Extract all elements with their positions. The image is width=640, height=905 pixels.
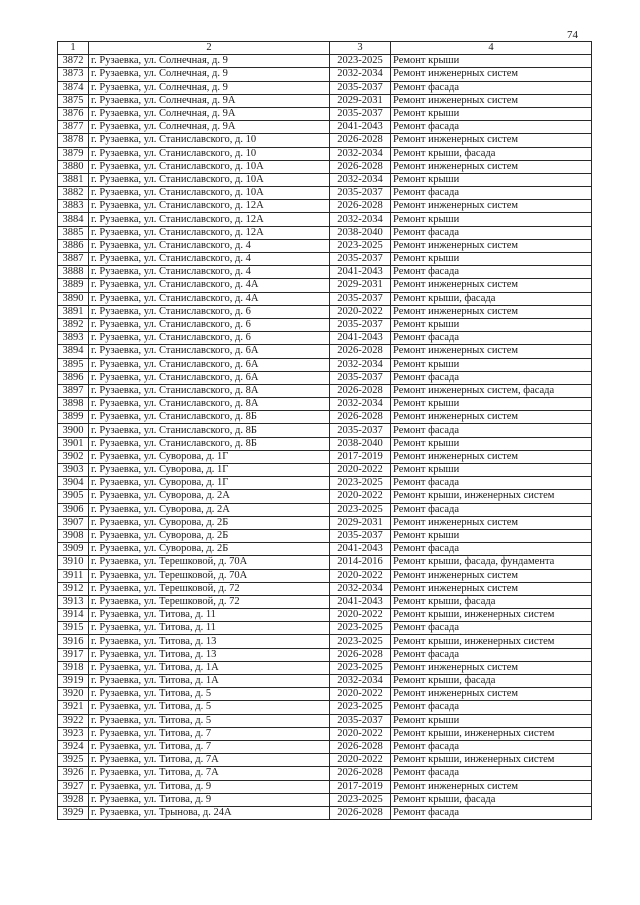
row-number-cell: 3872: [58, 55, 89, 68]
period-cell: 2032-2034: [330, 398, 391, 411]
work-type-cell: Ремонт инженерных систем: [391, 661, 592, 674]
work-type-cell: Ремонт крыши: [391, 107, 592, 120]
work-type-cell: Ремонт фасада: [391, 371, 592, 384]
period-cell: 2032-2034: [330, 147, 391, 160]
row-number-cell: 3920: [58, 688, 89, 701]
row-number-cell: 3906: [58, 503, 89, 516]
period-cell: 2035-2037: [330, 292, 391, 305]
row-number-cell: 3929: [58, 806, 89, 819]
work-type-cell: Ремонт крыши: [391, 437, 592, 450]
address-cell: г. Рузаевка, ул. Титова, д. 1А: [89, 675, 330, 688]
address-cell: г. Рузаевка, ул. Станиславского, д. 4А: [89, 292, 330, 305]
work-type-cell: Ремонт инженерных систем: [391, 94, 592, 107]
period-cell: 2017-2019: [330, 450, 391, 463]
period-cell: 2035-2037: [330, 714, 391, 727]
row-number-cell: 3913: [58, 595, 89, 608]
table-row: [58, 767, 592, 780]
period-cell: 2041-2043: [330, 595, 391, 608]
row-number-cell: 3905: [58, 490, 89, 503]
work-type-cell: Ремонт фасада: [391, 477, 592, 490]
address-cell: г. Рузаевка, ул. Солнечная, д. 9: [89, 81, 330, 94]
work-type-cell: Ремонт фасада: [391, 187, 592, 200]
period-cell: 2023-2025: [330, 503, 391, 516]
period-cell: 2032-2034: [330, 173, 391, 186]
period-cell: 2026-2028: [330, 411, 391, 424]
address-cell: г. Рузаевка, ул. Солнечная, д. 9: [89, 55, 330, 68]
row-number-cell: 3912: [58, 582, 89, 595]
period-cell: 2032-2034: [330, 358, 391, 371]
row-number-cell: 3921: [58, 701, 89, 714]
work-type-cell: Ремонт фасада: [391, 503, 592, 516]
work-type-cell: Ремонт крыши, фасада: [391, 292, 592, 305]
period-cell: 2026-2028: [330, 767, 391, 780]
table-row: [58, 450, 592, 463]
address-cell: г. Рузаевка, ул. Станиславского, д. 6А: [89, 345, 330, 358]
work-type-cell: Ремонт крыши, фасада: [391, 793, 592, 806]
table-row: [58, 200, 592, 213]
work-type-cell: Ремонт фасада: [391, 767, 592, 780]
address-cell: г. Рузаевка, ул. Станиславского, д. 6: [89, 305, 330, 318]
table-row: [58, 688, 592, 701]
row-number-cell: 3907: [58, 516, 89, 529]
table-row: [58, 543, 592, 556]
table-row: [58, 81, 592, 94]
period-cell: 2026-2028: [330, 200, 391, 213]
table-row: [58, 424, 592, 437]
period-cell: 2035-2037: [330, 253, 391, 266]
row-number-cell: 3923: [58, 727, 89, 740]
work-type-cell: Ремонт крыши: [391, 398, 592, 411]
work-type-cell: Ремонт крыши, инженерных систем: [391, 635, 592, 648]
row-number-cell: 3891: [58, 305, 89, 318]
table-row: [58, 239, 592, 252]
row-number-cell: 3880: [58, 160, 89, 173]
address-cell: г. Рузаевка, ул. Станиславского, д. 12А: [89, 213, 330, 226]
address-cell: г. Рузаевка, ул. Станиславского, д. 10А: [89, 173, 330, 186]
row-number-cell: 3916: [58, 635, 89, 648]
registry-table: [57, 41, 592, 820]
period-cell: 2023-2025: [330, 477, 391, 490]
table-row: [58, 134, 592, 147]
address-cell: г. Рузаевка, ул. Суворова, д. 1Г: [89, 477, 330, 490]
work-type-cell: Ремонт фасада: [391, 648, 592, 661]
period-cell: 2026-2028: [330, 740, 391, 753]
table-row: [58, 701, 592, 714]
row-number-cell: 3901: [58, 437, 89, 450]
row-number-cell: 3888: [58, 266, 89, 279]
period-cell: 2041-2043: [330, 266, 391, 279]
work-type-cell: Ремонт крыши: [391, 714, 592, 727]
table-row: [58, 635, 592, 648]
row-number-cell: 3922: [58, 714, 89, 727]
period-cell: 2020-2022: [330, 754, 391, 767]
work-type-cell: Ремонт крыши, фасада: [391, 675, 592, 688]
period-cell: 2029-2031: [330, 279, 391, 292]
table-row: [58, 318, 592, 331]
work-type-cell: Ремонт фасада: [391, 622, 592, 635]
row-number-cell: 3899: [58, 411, 89, 424]
row-number-cell: 3894: [58, 345, 89, 358]
table-row: [58, 740, 592, 753]
work-type-cell: Ремонт инженерных систем: [391, 279, 592, 292]
address-cell: г. Рузаевка, ул. Титова, д. 9: [89, 793, 330, 806]
work-type-cell: Ремонт инженерных систем: [391, 68, 592, 81]
work-type-cell: Ремонт фасада: [391, 226, 592, 239]
address-cell: г. Рузаевка, ул. Станиславского, д. 8Б: [89, 437, 330, 450]
row-number-cell: 3926: [58, 767, 89, 780]
row-number-cell: 3911: [58, 569, 89, 582]
row-number-cell: 3879: [58, 147, 89, 160]
work-type-cell: Ремонт фасада: [391, 81, 592, 94]
row-number-cell: 3909: [58, 543, 89, 556]
work-type-cell: Ремонт инженерных систем: [391, 450, 592, 463]
address-cell: г. Рузаевка, ул. Суворова, д. 1Г: [89, 450, 330, 463]
address-cell: г. Рузаевка, ул. Станиславского, д. 4: [89, 239, 330, 252]
table-row: [58, 411, 592, 424]
address-cell: г. Рузаевка, ул. Станиславского, д. 12А: [89, 226, 330, 239]
work-type-cell: Ремонт крыши: [391, 358, 592, 371]
row-number-cell: 3884: [58, 213, 89, 226]
work-type-cell: Ремонт крыши, фасада: [391, 147, 592, 160]
period-cell: 2035-2037: [330, 187, 391, 200]
work-type-cell: Ремонт инженерных систем: [391, 569, 592, 582]
row-number-cell: 3904: [58, 477, 89, 490]
header-row: [58, 42, 592, 55]
period-cell: 2029-2031: [330, 94, 391, 107]
work-type-cell: Ремонт фасада: [391, 543, 592, 556]
work-type-cell: Ремонт инженерных систем: [391, 160, 592, 173]
period-cell: 2035-2037: [330, 529, 391, 542]
table-row: [58, 609, 592, 622]
period-cell: 2038-2040: [330, 226, 391, 239]
period-cell: 2017-2019: [330, 780, 391, 793]
address-cell: г. Рузаевка, ул. Суворова, д. 2Б: [89, 529, 330, 542]
table-row: [58, 187, 592, 200]
period-cell: 2032-2034: [330, 68, 391, 81]
table-row: [58, 477, 592, 490]
work-type-cell: Ремонт инженерных систем: [391, 688, 592, 701]
table-row: [58, 358, 592, 371]
work-type-cell: Ремонт крыши, инженерных систем: [391, 609, 592, 622]
work-type-cell: Ремонт инженерных систем, фасада: [391, 384, 592, 397]
work-type-cell: Ремонт инженерных систем: [391, 516, 592, 529]
address-cell: г. Рузаевка, ул. Титова, д. 11: [89, 622, 330, 635]
row-number-cell: 3887: [58, 253, 89, 266]
work-type-cell: Ремонт крыши, инженерных систем: [391, 727, 592, 740]
table-row: [58, 266, 592, 279]
row-number-cell: 3886: [58, 239, 89, 252]
row-number-cell: 3873: [58, 68, 89, 81]
table-row: [58, 714, 592, 727]
period-cell: 2023-2025: [330, 622, 391, 635]
address-cell: г. Рузаевка, ул. Солнечная, д. 9А: [89, 107, 330, 120]
address-cell: г. Рузаевка, ул. Титова, д. 5: [89, 701, 330, 714]
address-cell: г. Рузаевка, ул. Станиславского, д. 4: [89, 266, 330, 279]
address-cell: г. Рузаевка, ул. Станиславского, д. 8А: [89, 398, 330, 411]
address-cell: г. Рузаевка, ул. Станиславского, д. 6А: [89, 371, 330, 384]
address-cell: г. Рузаевка, ул. Солнечная, д. 9: [89, 68, 330, 81]
work-type-cell: Ремонт фасада: [391, 806, 592, 819]
table-row: [58, 332, 592, 345]
period-cell: 2026-2028: [330, 134, 391, 147]
address-cell: г. Рузаевка, ул. Терешковой, д. 72: [89, 582, 330, 595]
period-cell: 2038-2040: [330, 437, 391, 450]
period-cell: 2020-2022: [330, 464, 391, 477]
work-type-cell: Ремонт крыши, инженерных систем: [391, 490, 592, 503]
address-cell: г. Рузаевка, ул. Суворова, д. 2А: [89, 490, 330, 503]
table-row: [58, 437, 592, 450]
period-cell: 2032-2034: [330, 213, 391, 226]
period-cell: 2020-2022: [330, 609, 391, 622]
row-number-cell: 3893: [58, 332, 89, 345]
period-cell: 2020-2022: [330, 490, 391, 503]
row-number-cell: 3889: [58, 279, 89, 292]
table-row: [58, 121, 592, 134]
table-row: [58, 279, 592, 292]
address-cell: г. Рузаевка, ул. Станиславского, д. 4: [89, 253, 330, 266]
row-number-cell: 3928: [58, 793, 89, 806]
table-row: [58, 622, 592, 635]
address-cell: г. Рузаевка, ул. Станиславского, д. 10: [89, 147, 330, 160]
table-header: [58, 42, 592, 55]
address-cell: г. Рузаевка, ул. Станиславского, д. 6: [89, 332, 330, 345]
address-cell: г. Рузаевка, ул. Солнечная, д. 9А: [89, 121, 330, 134]
period-cell: 2041-2043: [330, 121, 391, 134]
period-cell: 2035-2037: [330, 424, 391, 437]
address-cell: г. Рузаевка, ул. Титова, д. 11: [89, 609, 330, 622]
row-number-cell: 3878: [58, 134, 89, 147]
period-cell: 2023-2025: [330, 701, 391, 714]
row-number-cell: 3919: [58, 675, 89, 688]
work-type-cell: Ремонт крыши: [391, 213, 592, 226]
work-type-cell: Ремонт крыши, инженерных систем: [391, 754, 592, 767]
work-type-cell: Ремонт крыши, фасада: [391, 595, 592, 608]
period-cell: 2029-2031: [330, 516, 391, 529]
address-cell: г. Рузаевка, ул. Суворова, д. 2А: [89, 503, 330, 516]
page-number: 74: [567, 29, 578, 41]
address-cell: г. Рузаевка, ул. Титова, д. 7А: [89, 767, 330, 780]
address-cell: г. Рузаевка, ул. Титова, д. 5: [89, 714, 330, 727]
work-type-cell: Ремонт фасада: [391, 740, 592, 753]
column-header-work-type: 4: [391, 42, 592, 55]
period-cell: 2041-2043: [330, 332, 391, 345]
work-type-cell: Ремонт инженерных систем: [391, 305, 592, 318]
period-cell: 2035-2037: [330, 371, 391, 384]
period-cell: 2023-2025: [330, 635, 391, 648]
table-row: [58, 490, 592, 503]
row-number-cell: 3925: [58, 754, 89, 767]
period-cell: 2020-2022: [330, 305, 391, 318]
address-cell: г. Рузаевка, ул. Станиславского, д. 10: [89, 134, 330, 147]
period-cell: 2023-2025: [330, 661, 391, 674]
table-row: [58, 398, 592, 411]
address-cell: г. Рузаевка, ул. Суворова, д. 2Б: [89, 543, 330, 556]
period-cell: 2014-2016: [330, 556, 391, 569]
address-cell: г. Рузаевка, ул. Суворова, д. 1Г: [89, 464, 330, 477]
work-type-cell: Ремонт инженерных систем: [391, 134, 592, 147]
row-number-cell: 3900: [58, 424, 89, 437]
address-cell: г. Рузаевка, ул. Станиславского, д. 8Б: [89, 411, 330, 424]
table-row: [58, 107, 592, 120]
address-cell: г. Рузаевка, ул. Терешковой, д. 70А: [89, 556, 330, 569]
period-cell: 2026-2028: [330, 345, 391, 358]
column-header-address: 2: [89, 42, 330, 55]
work-type-cell: Ремонт инженерных систем: [391, 411, 592, 424]
row-number-cell: 3897: [58, 384, 89, 397]
work-type-cell: Ремонт инженерных систем: [391, 780, 592, 793]
row-number-cell: 3915: [58, 622, 89, 635]
row-number-cell: 3874: [58, 81, 89, 94]
row-number-cell: 3876: [58, 107, 89, 120]
address-cell: г. Рузаевка, ул. Станиславского, д. 8Б: [89, 424, 330, 437]
row-number-cell: 3908: [58, 529, 89, 542]
work-type-cell: Ремонт крыши: [391, 529, 592, 542]
work-type-cell: Ремонт фасада: [391, 701, 592, 714]
address-cell: г. Рузаевка, ул. Станиславского, д. 8А: [89, 384, 330, 397]
work-type-cell: Ремонт фасада: [391, 424, 592, 437]
table-row: [58, 648, 592, 661]
table-row: [58, 503, 592, 516]
row-number-cell: 3896: [58, 371, 89, 384]
table-row: [58, 384, 592, 397]
work-type-cell: Ремонт крыши: [391, 253, 592, 266]
table-row: [58, 793, 592, 806]
table-row: [58, 371, 592, 384]
address-cell: г. Рузаевка, ул. Титова, д. 7А: [89, 754, 330, 767]
work-type-cell: Ремонт инженерных систем: [391, 200, 592, 213]
table-row: [58, 675, 592, 688]
work-type-cell: Ремонт фасада: [391, 266, 592, 279]
address-cell: г. Рузаевка, ул. Суворова, д. 2Б: [89, 516, 330, 529]
table-row: [58, 661, 592, 674]
address-cell: г. Рузаевка, ул. Титова, д. 7: [89, 740, 330, 753]
row-number-cell: 3902: [58, 450, 89, 463]
work-type-cell: Ремонт крыши: [391, 318, 592, 331]
work-type-cell: Ремонт крыши: [391, 173, 592, 186]
row-number-cell: 3890: [58, 292, 89, 305]
row-number-cell: 3881: [58, 173, 89, 186]
period-cell: 2035-2037: [330, 81, 391, 94]
table-row: [58, 529, 592, 542]
row-number-cell: 3885: [58, 226, 89, 239]
row-number-cell: 3898: [58, 398, 89, 411]
period-cell: 2032-2034: [330, 675, 391, 688]
work-type-cell: Ремонт фасада: [391, 121, 592, 134]
table-row: [58, 754, 592, 767]
work-type-cell: Ремонт инженерных систем: [391, 582, 592, 595]
table-body: [58, 55, 592, 820]
table-row: [58, 345, 592, 358]
address-cell: г. Рузаевка, ул. Титова, д. 7: [89, 727, 330, 740]
work-type-cell: Ремонт инженерных систем: [391, 239, 592, 252]
table-row: [58, 595, 592, 608]
period-cell: 2026-2028: [330, 648, 391, 661]
row-number-cell: 3882: [58, 187, 89, 200]
work-type-cell: Ремонт крыши: [391, 55, 592, 68]
table-row: [58, 582, 592, 595]
row-number-cell: 3924: [58, 740, 89, 753]
address-cell: г. Рузаевка, ул. Станиславского, д. 10А: [89, 187, 330, 200]
address-cell: г. Рузаевка, ул. Терешковой, д. 72: [89, 595, 330, 608]
address-cell: г. Рузаевка, ул. Титова, д. 13: [89, 648, 330, 661]
address-cell: г. Рузаевка, ул. Станиславского, д. 6: [89, 318, 330, 331]
period-cell: 2041-2043: [330, 543, 391, 556]
row-number-cell: 3914: [58, 609, 89, 622]
table-row: [58, 94, 592, 107]
address-cell: г. Рузаевка, ул. Титова, д. 5: [89, 688, 330, 701]
period-cell: 2023-2025: [330, 239, 391, 252]
row-number-cell: 3875: [58, 94, 89, 107]
row-number-cell: 3877: [58, 121, 89, 134]
table-row: [58, 569, 592, 582]
address-cell: г. Рузаевка, ул. Титова, д. 13: [89, 635, 330, 648]
address-cell: г. Рузаевка, ул. Станиславского, д. 4А: [89, 279, 330, 292]
column-header-period: 3: [330, 42, 391, 55]
row-number-cell: 3927: [58, 780, 89, 793]
address-cell: г. Рузаевка, ул. Станиславского, д. 10А: [89, 160, 330, 173]
address-cell: г. Рузаевка, ул. Станиславского, д. 12А: [89, 200, 330, 213]
address-cell: г. Рузаевка, ул. Титова, д. 1А: [89, 661, 330, 674]
address-cell: г. Рузаевка, ул. Терешковой, д. 70А: [89, 569, 330, 582]
address-cell: г. Рузаевка, ул. Титова, д. 9: [89, 780, 330, 793]
table-row: [58, 464, 592, 477]
table-row: [58, 68, 592, 81]
table-row: [58, 305, 592, 318]
table-row: [58, 806, 592, 819]
column-header-number: 1: [58, 42, 89, 55]
row-number-cell: 3918: [58, 661, 89, 674]
table-row: [58, 556, 592, 569]
period-cell: 2026-2028: [330, 806, 391, 819]
table-row: [58, 226, 592, 239]
work-type-cell: Ремонт фасада: [391, 332, 592, 345]
table-row: [58, 147, 592, 160]
period-cell: 2023-2025: [330, 55, 391, 68]
table-row: [58, 253, 592, 266]
address-cell: г. Рузаевка, ул. Трынова, д. 24А: [89, 806, 330, 819]
period-cell: 2020-2022: [330, 727, 391, 740]
row-number-cell: 3917: [58, 648, 89, 661]
table-row: [58, 780, 592, 793]
table-row: [58, 292, 592, 305]
work-type-cell: Ремонт инженерных систем: [391, 345, 592, 358]
period-cell: 2035-2037: [330, 107, 391, 120]
period-cell: 2026-2028: [330, 384, 391, 397]
table-row: [58, 160, 592, 173]
row-number-cell: 3883: [58, 200, 89, 213]
row-number-cell: 3895: [58, 358, 89, 371]
row-number-cell: 3892: [58, 318, 89, 331]
work-type-cell: Ремонт крыши: [391, 464, 592, 477]
period-cell: 2032-2034: [330, 582, 391, 595]
table-row: [58, 516, 592, 529]
address-cell: г. Рузаевка, ул. Солнечная, д. 9А: [89, 94, 330, 107]
row-number-cell: 3903: [58, 464, 89, 477]
period-cell: 2020-2022: [330, 569, 391, 582]
table-row: [58, 213, 592, 226]
row-number-cell: 3910: [58, 556, 89, 569]
period-cell: 2023-2025: [330, 793, 391, 806]
period-cell: 2020-2022: [330, 688, 391, 701]
address-cell: г. Рузаевка, ул. Станиславского, д. 6А: [89, 358, 330, 371]
work-type-cell: Ремонт крыши, фасада, фундамента: [391, 556, 592, 569]
period-cell: 2035-2037: [330, 318, 391, 331]
table-row: [58, 55, 592, 68]
period-cell: 2026-2028: [330, 160, 391, 173]
table-row: [58, 173, 592, 186]
table-row: [58, 727, 592, 740]
